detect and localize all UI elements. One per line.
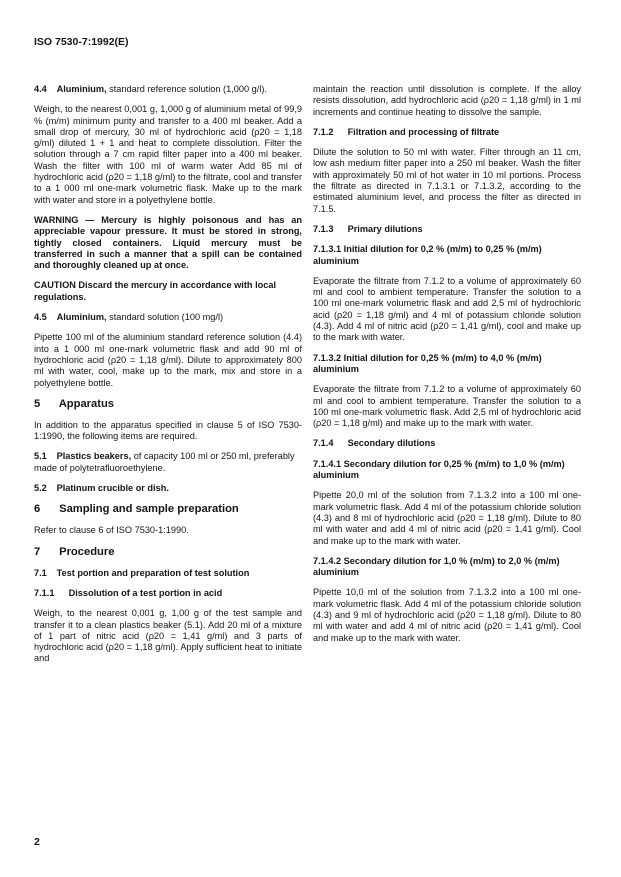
clause-5-heading (34, 398, 302, 411)
section-number: 7.1.3 (313, 223, 334, 234)
section-number: 4.5 (34, 312, 47, 323)
section-title: Filtration and processing of filtrate (347, 126, 500, 137)
section-5-1 (34, 451, 302, 474)
section-7-1-3-1-heading (313, 244, 581, 267)
section-title: Secondary dilutions (347, 438, 436, 449)
section-title: Aluminium, (56, 312, 107, 323)
page-number: 2 (34, 836, 40, 848)
document-header: ISO 7530-7:1992(E) (34, 36, 129, 48)
section-title: Initial dilution for 0,25 % (m/m) to 4,0 % (m/m) aluminium (313, 352, 542, 374)
section-title: Secondary dilution for 0,25 % (m/m) to 1,0 % (m/m) aluminium (313, 458, 565, 481)
section-number: 5.1 (34, 451, 47, 462)
caution-mercury: CAUTION Discard the mercury in accordance with local regulations. (34, 280, 277, 302)
paragraph-weigh-test-sample: Weigh, to the nearest 0,001 g, 1,00 g of the test sample and transfer it to a clean plastics beaker (5.1). Add 20 ml of a mixture of 1 part of nitric acid (ρ20 = 1,41 g/ml) and 3 parts of hydrochloric acid (ρ20 = 1,18 g/ml). Apply sufficient heat to initiate and (34, 608, 302, 664)
paragraph-weigh-aluminium: Weigh, to the nearest 0,001 g, 1,000 g of aluminium metal of 99,9 % (m/m) minimum purity and transfer to a 400 ml beaker. Add a small drop of mercury, 30 ml of hydrochloric acid (ρ20 = 1,18 g/ml) diluted 1 + 1 and heat to complete dissolution. Filter the solution through a 7 cm rapid filter paper into a 400 ml beaker. Wash the filter with 100 ml of warm water Add 85 ml of hydrochloric acid (ρ20 = 1,18 g/ml) to the filtrate, cool and transfer to a 1 000 ml one-mark volumetric flask. Make up to the mark with water and store in a polyethylene bottle. (34, 104, 302, 205)
section-title: Platinum crucible or dish. (56, 483, 169, 494)
section-number: 7.1.4.2 (313, 555, 342, 566)
paragraph-maintain-reaction: maintain the reaction until dissolution is complete. If the alloy resists dissolution, add hydrochloric acid (ρ20 = 1,18 g/ml) in 1 ml increments and continue heating to dissolve the sample. (313, 84, 581, 117)
section-number: 5.2 (34, 483, 47, 494)
section-title: Test portion and preparation of test solution (56, 567, 250, 578)
paragraph-pipette-standard: Pipette 100 ml of the aluminium standard reference solution (4.4) into a 1 000 ml one-mark volumetric flask and add 90 ml of hydrochloric acid (ρ20 = 1,18 g/ml). Dilute to approximately 800 ml with water, cool, make up to the mark, mix and store in a polyethylene bottle. (34, 332, 302, 388)
section-text: of capacity 100 ml or 250 ml, preferably made of polytetrafluoroethylene. (34, 451, 295, 473)
section-5-2 (34, 483, 302, 494)
warning-mercury: WARNING — Mercury is highly poisonous and has an appreciable vapour pressure. It must be stored in strong, tightly closed containers. Liquid mercury must be transferred in such a manner that a spill can be contained and thoroughly cleaned up at once. (34, 214, 302, 271)
paragraph-sampling: Refer to clause 6 of ISO 7530-1:1990. (34, 525, 189, 536)
section-7-1-4-1-heading (313, 459, 581, 482)
section-7-1-1-heading (34, 588, 302, 599)
paragraph-dilute-filter: Dilute the solution to 50 ml with water. Filter through an 11 cm, low ash medium filter paper into a 250 ml beaker. Wash the filter with approximately 50 ml of hot water in 10 ml portions. Process the filtrate as directed in 7.1.3.1 or 7.1.3.2, according to the estimated aluminium level, and process the filter as directed in 7.1.5. (313, 147, 581, 214)
section-number: 7.1 (34, 567, 47, 578)
right-column (313, 84, 581, 653)
section-number: 7.1.2 (313, 126, 334, 137)
section-4-4 (34, 84, 302, 95)
section-7-1-heading (34, 568, 302, 579)
paragraph-pipette-20: Pipette 20,0 ml of the solution from 7.1.3.2 into a 100 ml one-mark volumetric flask. Add 4 ml of the potassium chloride solution (4.3) and 8 ml of hydrochloric acid (ρ20 = 1,18 g/ml). Dilute to 80 ml with water and add 4 ml of nitric acid (ρ20 = 1,41 g/ml). Cool and make up to the mark with water. (313, 490, 581, 546)
section-text: standard solution (100 mg/l) (109, 312, 224, 323)
section-title: Primary dilutions (347, 223, 423, 234)
section-number: 7.1.3.2 (313, 352, 342, 363)
left-column (34, 84, 302, 674)
clause-6-heading (34, 503, 302, 516)
section-7-1-4-heading (313, 438, 581, 449)
section-number: 7.1.4.1 (313, 458, 342, 469)
section-7-1-4-2-heading (313, 556, 581, 579)
section-7-1-3-heading (313, 224, 581, 235)
section-7-1-3-2-heading (313, 353, 581, 376)
section-title: Secondary dilution for 1,0 % (m/m) to 2,0 % (m/m) aluminium (313, 555, 560, 578)
section-4-5 (34, 312, 302, 323)
paragraph-evaporate-2: Evaporate the filtrate from 7.1.2 to a volume of approximately 60 ml and cool to ambient temperature. Transfer the solution to a 100 ml one-mark volumetric flask. Add 2,5 ml of hydrochloric acid (ρ20 = 1,18 g/ml) and make up to the mark with water. (313, 384, 581, 429)
clause-7-heading (34, 546, 302, 559)
clause-title: Apparatus (58, 397, 115, 410)
clause-number: 5 (34, 397, 41, 410)
paragraph-apparatus: In addition to the apparatus specified in clause 5 of ISO 7530-1:1990, the following items are required. (34, 419, 302, 442)
section-number: 7.1.3.1 (313, 244, 342, 255)
section-number: 7.1.1 (34, 587, 55, 598)
section-title: Aluminium, (56, 84, 107, 94)
section-number: 4.4 (34, 84, 47, 94)
paragraph-pipette-10: Pipette 10,0 ml of the solution from 7.1.3.2 into a 100 ml one-mark volumetric flask. Add 4 ml of the potassium chloride solution (4.3) and 9 ml of hydrochloric acid (ρ20 = 1,18 g/ml). Dilute to 80 ml with water and add 4 ml of nitric acid (ρ20 = 1,41 g/ml). Cool and make up to the mark with water. (313, 587, 581, 643)
paragraph-evaporate-1: Evaporate the filtrate from 7.1.2 to a volume of approximately 60 ml and cool to ambient temperature. Transfer the solution to a 100 ml one-mark volumetric flask and add 2,5 ml of hydrochloric acid (ρ20 = 1,18 g/ml) and 4 ml of potassium chloride solution (4.3). Add 4 ml of nitric acid (ρ20 = 1,41 g/ml), cool and make up to the mark with water. (313, 275, 581, 343)
clause-title: Sampling and sample preparation (59, 503, 239, 516)
clause-title: Procedure (59, 545, 115, 558)
section-title: Initial dilution for 0,2 % (m/m) to 0,25 % (m/m) aluminium (313, 244, 542, 266)
clause-number: 7 (34, 545, 41, 558)
section-number: 7.1.4 (313, 438, 334, 449)
section-title: Plastics beakers, (56, 451, 132, 462)
section-7-1-2-heading (313, 127, 581, 138)
section-text: standard reference solution (1,000 g/l). (109, 84, 267, 94)
section-title: Dissolution of a test portion in acid (68, 587, 223, 598)
clause-number: 6 (34, 503, 41, 516)
